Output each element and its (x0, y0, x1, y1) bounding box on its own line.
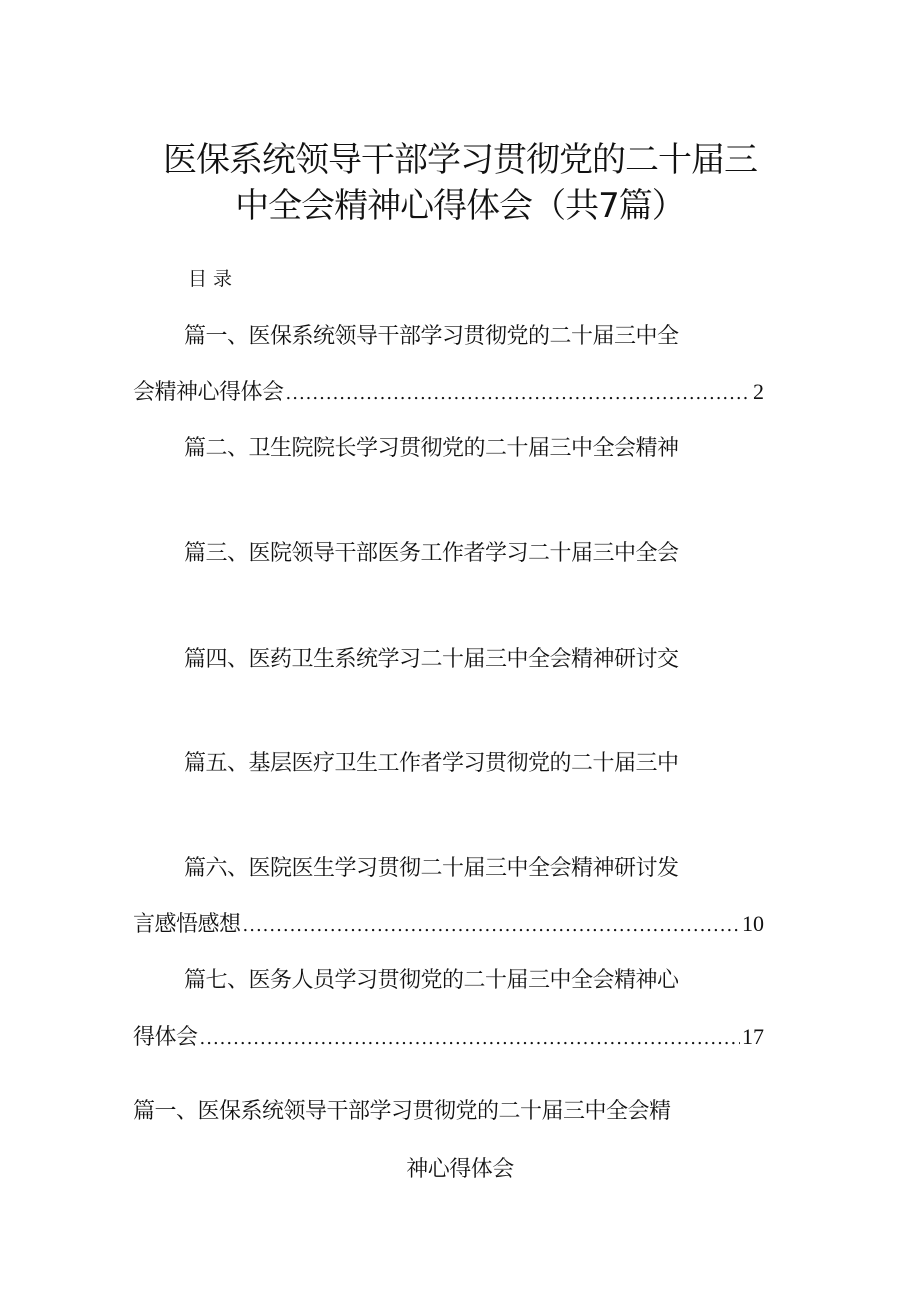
section-heading-line-2: 神心得体会 (406, 1157, 514, 1182)
toc-entry-1-line-1[interactable]: 篇一、医保系统领导干部学习贯彻党的二十届三中全 (184, 324, 679, 349)
toc-entry-1-continuation: 会精神心得体会 (133, 380, 284, 405)
toc-label: 目录 (188, 268, 239, 290)
toc-entry-2[interactable]: 篇二、卫生院院长学习贯彻党的二十届三中全会精神 (184, 436, 679, 461)
toc-entry-4[interactable]: 篇四、医药卫生系统学习二十届三中全会精神研讨交 (184, 647, 679, 672)
toc-entry-6-line-1[interactable]: 篇六、医院医生学习贯彻二十届三中全会精神研讨发 (184, 856, 679, 881)
toc-entry-3[interactable]: 篇三、医院领导干部医务工作者学习二十届三中全会 (184, 541, 679, 566)
toc-entry-6-page: 10 (742, 911, 764, 936)
toc-entry-1-page: 2 (753, 379, 764, 404)
toc-entry-7-line-1[interactable]: 篇七、医务人员学习贯彻党的二十届三中全会精神心 (184, 968, 679, 993)
toc-entry-1-line-2[interactable] (133, 376, 764, 410)
toc-dot-leader (286, 378, 751, 410)
toc-entry-7-line-2[interactable] (133, 1021, 764, 1055)
toc-dot-leader (243, 910, 740, 942)
document-title-line-2: 中全会精神心得体会（共7篇） (235, 186, 685, 226)
toc-entry-6-continuation: 言感悟感想 (133, 912, 241, 937)
section-heading-line-1: 篇一、医保系统领导干部学习贯彻党的二十届三中全会精 (133, 1099, 671, 1124)
toc-entry-7-page: 17 (742, 1024, 764, 1049)
document-title-line-1: 医保系统领导干部学习贯彻党的二十届三 (163, 140, 757, 180)
toc-dot-leader (200, 1023, 740, 1055)
toc-entry-6-line-2[interactable] (133, 908, 764, 942)
toc-entry-5[interactable]: 篇五、基层医疗卫生工作者学习贯彻党的二十届三中 (184, 751, 679, 776)
toc-entry-7-continuation: 得体会 (133, 1025, 198, 1050)
